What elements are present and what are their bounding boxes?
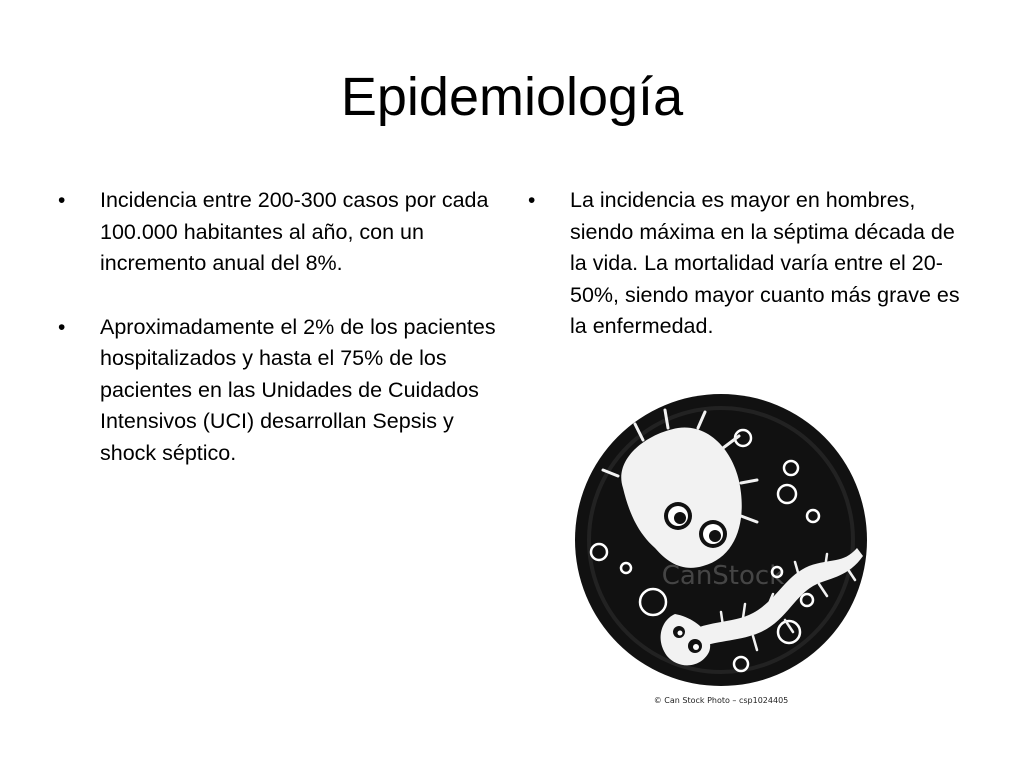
bullet-text: Incidencia entre 200-300 casos por cada 100.000 habitantes al año, con un incremento anual del 8%. <box>100 188 489 275</box>
bacteria-illustration <box>563 388 879 718</box>
bacteria-petri-dish-icon <box>563 388 879 693</box>
bullet-icon: • <box>58 315 66 339</box>
bullet-icon: • <box>58 189 66 212</box>
watermark-text: CanStock <box>661 561 785 591</box>
bullet-item <box>528 185 968 343</box>
slide-title: Epidemiología <box>340 67 684 127</box>
right-bullet-list <box>528 185 968 375</box>
bullet-item <box>58 185 498 280</box>
bullet-icon: • <box>528 189 536 212</box>
bullet-item <box>58 312 498 470</box>
image-credit: © Can Stock Photo – csp1024405 <box>653 696 789 705</box>
bullet-text: Aproximadamente el 2% de los pacientes hospitalizados y hasta el 75% de los pacientes en las Unidades de Cuidados Intensivos (UCI) desarrollan Sepsis y shock séptico. <box>100 314 496 465</box>
left-bullet-list <box>58 185 498 501</box>
bullet-text: La incidencia es mayor en hombres, siendo máxima en la séptima década de la vida. La mortalidad varía entre el 20-50%, siendo mayor cuanto más grave es la enfermedad. <box>570 188 960 338</box>
